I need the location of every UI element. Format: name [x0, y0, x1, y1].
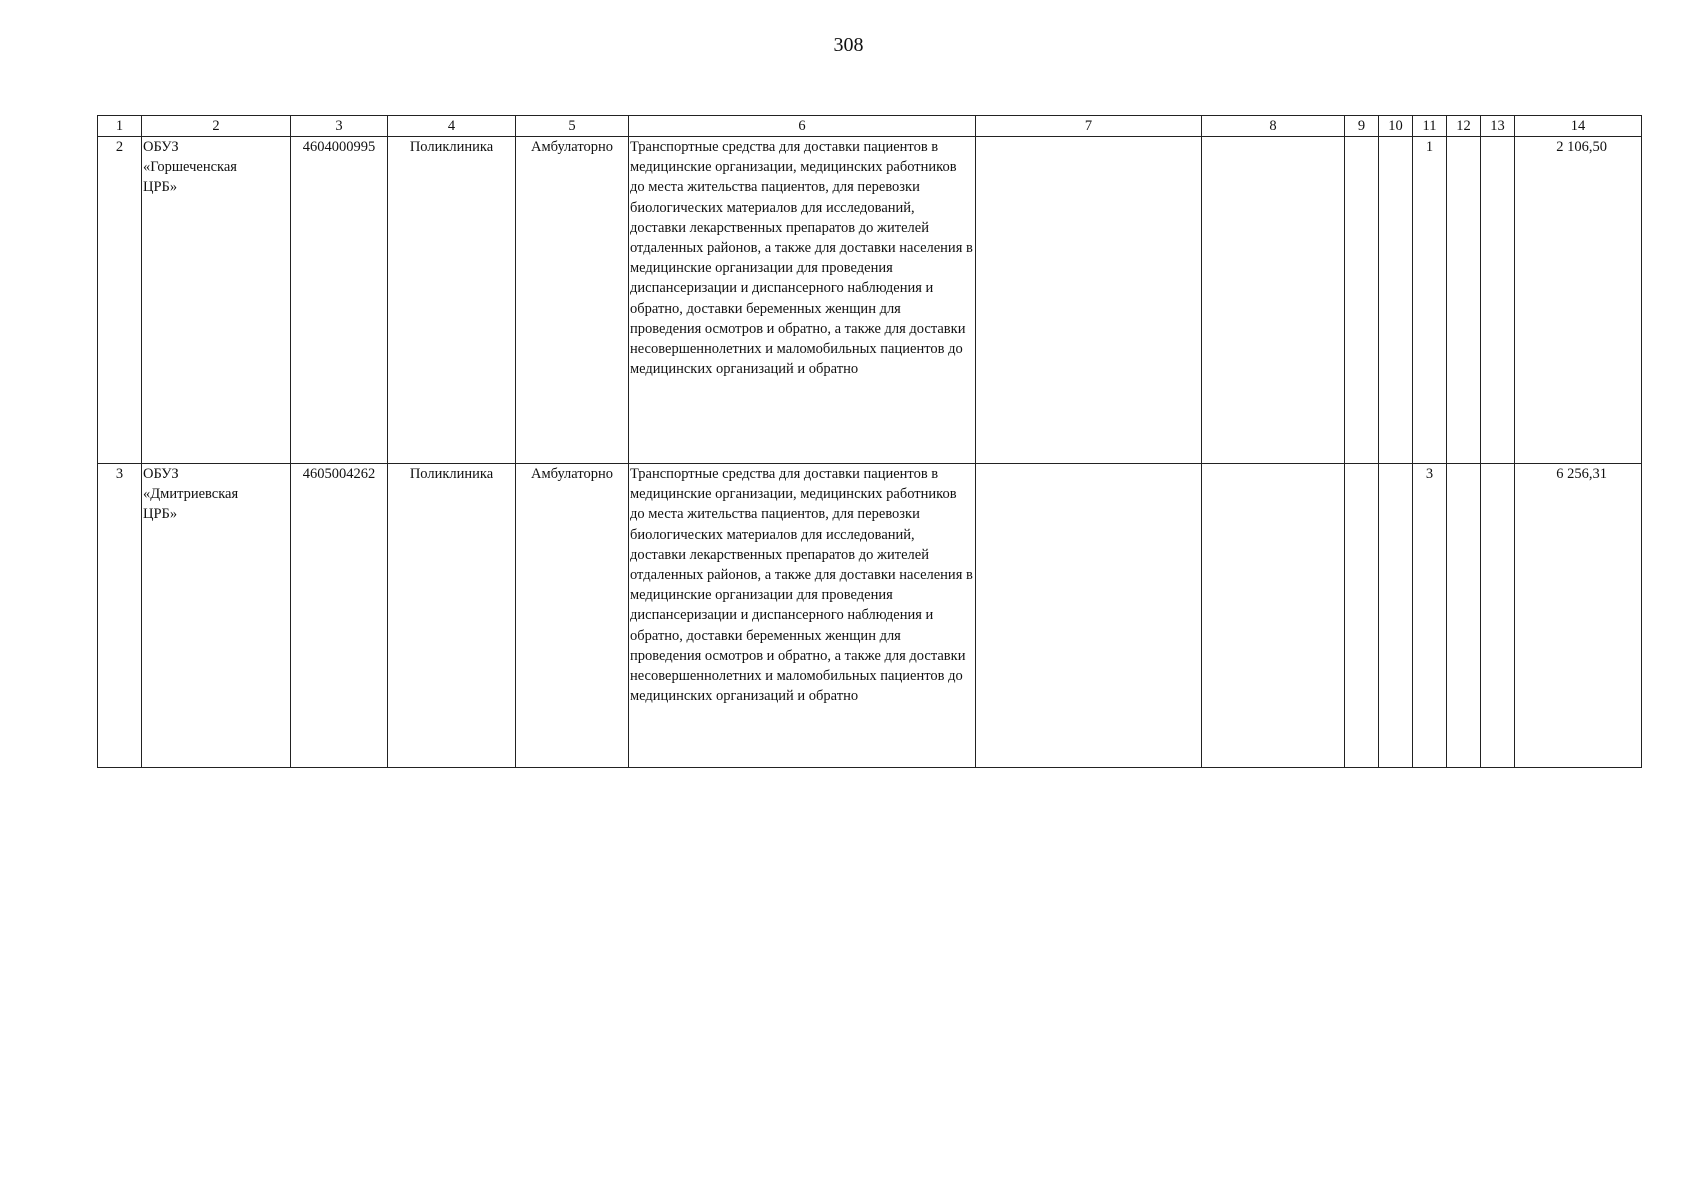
column-number: 11	[1413, 116, 1447, 137]
column-number: 3	[291, 116, 388, 137]
column-number-row	[98, 116, 1642, 137]
column-number: 4	[388, 116, 516, 137]
table-row	[98, 137, 1642, 464]
column-7-cell	[976, 137, 1202, 464]
vehicle-purpose: Транспортные средства для доставки пациентов в медицинские организации, медицинских работников до места жительства пациентов, для перевозки биологических материалов для исследований, доставки лекарственных препаратов до жителей отдаленных районов, а также для доставки населения в медицинские организации для проведения диспансеризации и диспансерного наблюдения и обратно, доставки беременных женщин для проведения осмотров и обратно, а также для доставки несовершеннолетних и маломобильных пациентов до медицинских организаций и обратно	[629, 464, 976, 768]
amount-value: 6 256,31	[1515, 464, 1642, 768]
column-12-cell	[1447, 137, 1481, 464]
column-8-cell	[1202, 137, 1345, 464]
column-number: 1	[98, 116, 142, 137]
row-number: 2	[98, 137, 142, 464]
column-10-cell	[1379, 464, 1413, 768]
column-number: 5	[516, 116, 629, 137]
column-number: 7	[976, 116, 1202, 137]
column-number: 8	[1202, 116, 1345, 137]
column-12-cell	[1447, 464, 1481, 768]
column-13-cell	[1481, 137, 1515, 464]
column-9-cell	[1345, 137, 1379, 464]
column-11-cell: 1	[1413, 137, 1447, 464]
column-number: 6	[629, 116, 976, 137]
column-number: 10	[1379, 116, 1413, 137]
table-row	[98, 464, 1642, 768]
column-9-cell	[1345, 464, 1379, 768]
page-number: 308	[833, 34, 864, 56]
column-number: 9	[1345, 116, 1379, 137]
inn-code: 4605004262	[291, 464, 388, 768]
column-8-cell	[1202, 464, 1345, 768]
care-mode: Амбулаторно	[516, 464, 629, 768]
organization-name: ОБУЗ «Дмитриевская ЦРБ»	[142, 464, 291, 768]
vehicle-purpose: Транспортные средства для доставки пациентов в медицинские организации, медицинских работников до места жительства пациентов, для перевозки биологических материалов для исследований, доставки лекарственных препаратов до жителей отдаленных районов, а также для доставки населения в медицинские организации для проведения диспансеризации и диспансерного наблюдения и обратно, доставки беременных женщин для проведения осмотров и обратно, а также для доставки несовершеннолетних и маломобильных пациентов до медицинских организаций и обратно	[629, 137, 976, 464]
column-11-cell: 3	[1413, 464, 1447, 768]
care-mode: Амбулаторно	[516, 137, 629, 464]
organization-name: ОБУЗ «Горшеченская ЦРБ»	[142, 137, 291, 464]
unit-type: Поликлиника	[388, 137, 516, 464]
row-number: 3	[98, 464, 142, 768]
column-13-cell	[1481, 464, 1515, 768]
column-7-cell	[976, 464, 1202, 768]
column-number: 12	[1447, 116, 1481, 137]
data-table	[97, 115, 1642, 768]
unit-type: Поликлиника	[388, 464, 516, 768]
column-number: 13	[1481, 116, 1515, 137]
inn-code: 4604000995	[291, 137, 388, 464]
column-number: 2	[142, 116, 291, 137]
column-number: 14	[1515, 116, 1642, 137]
amount-value: 2 106,50	[1515, 137, 1642, 464]
column-10-cell	[1379, 137, 1413, 464]
